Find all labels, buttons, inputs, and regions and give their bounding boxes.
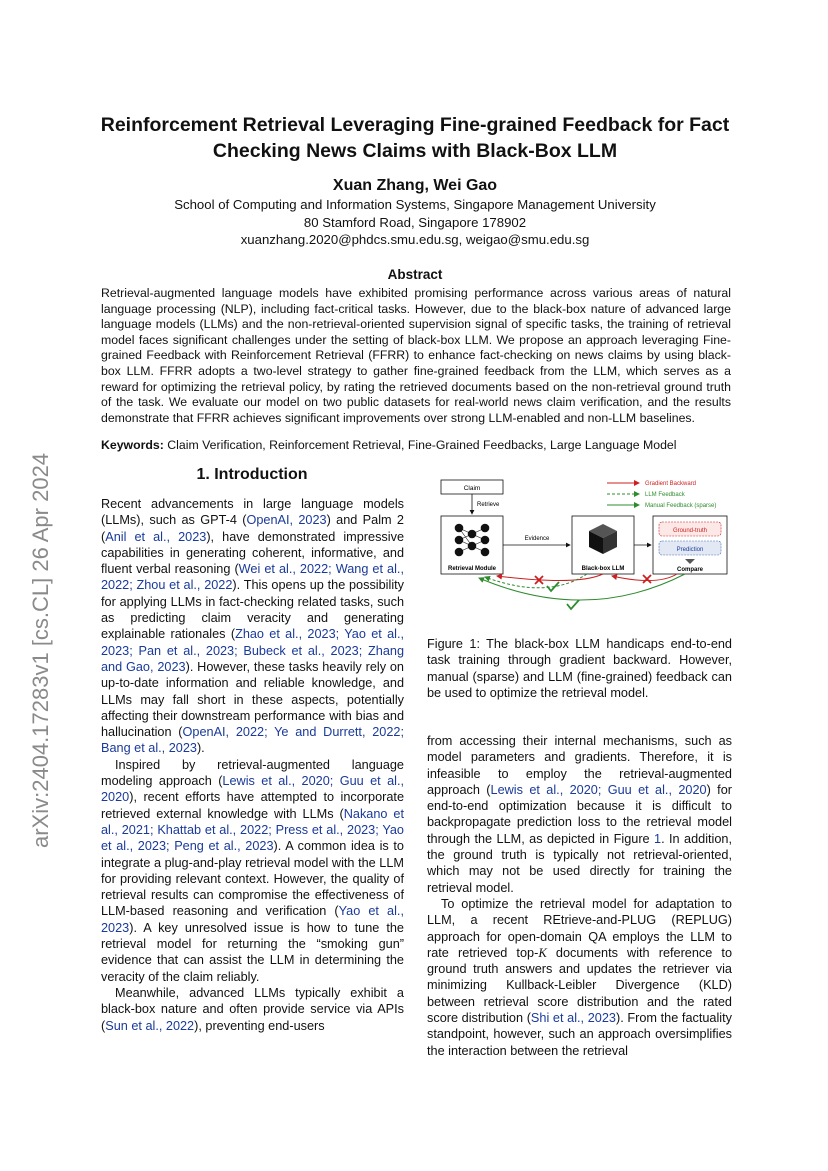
abstract-text: Retrieval-augmented language models have exhibited promising performance across various areas of natural language processing (NLP), including fact-critical tasks. However, due to the black-box nature of advanced large language models (LLMs) and the non-retrieval-oriented supervision signal of specific tasks, the training of retrieval model faces significant challenges under the setting of black-box LLM. We propose an approach leveraging Fine-grained Feedback with Reinforcement Retrieval (FFRR) to enhance fact-checking on news claims by using black-box LLM. FFRR adopts a two-level strategy to gather fine-grained feedback from the LLM, which serves as a reward for optimizing the retrieval policy, by rating the retrieved documents based on the non-retrieval ground truth of the task. We evaluate our model on two public datasets for real-world news claim verification, and the results demonstrate that FFRR achieves significant improvements over strong LLM-enabled and non-LLM baselines. bbox=[101, 286, 731, 425]
citation-link[interactable]: Yao et al., 2023 bbox=[101, 904, 404, 935]
arxiv-side-label bbox=[18, 360, 58, 860]
text-run: ). However, these tasks heavily rely on up-to-date information and reliable knowledge, and LLMs may fall short in these aspects, potentially affecting their downstream performance with bias and hallucination ( bbox=[101, 659, 404, 740]
paragraph bbox=[427, 733, 732, 896]
citation-link[interactable]: Nakano et al., 2021; Khattab et al., 2022; Press et al., 2023; Yao et al., 2023; Peng et al., 2023 bbox=[101, 806, 404, 854]
citation-link[interactable]: Shi et al., 2023 bbox=[530, 1011, 616, 1026]
figure-1 bbox=[427, 474, 732, 614]
citation-link[interactable]: Lewis et al., 2020; Guu et al., 2020 bbox=[101, 774, 404, 805]
prediction-label: Prediction bbox=[676, 547, 704, 553]
text-run: ) and Palm 2 ( bbox=[101, 513, 404, 544]
paragraph bbox=[427, 896, 732, 1059]
blackbox-llm-label: Black-box LLM bbox=[581, 566, 625, 572]
figure-caption: Figure 1: The black-box LLM handicaps end-to-end task training through gradient backward. However, manual (sparse) and LLM (fine-grained) feedback can be used to optimize the retrieval model. bbox=[427, 637, 732, 700]
text-run: ). bbox=[196, 741, 205, 756]
citation-link[interactable]: Zhao et al., 2023; Yao et al., 2023; Pan et al., 2023; Bubeck et al., 2023; Zhang and Gao, 2023 bbox=[101, 627, 405, 674]
legend-gradient-backward: Gradient Backward bbox=[645, 481, 697, 487]
check-icon-2 bbox=[567, 600, 579, 609]
paragraph bbox=[101, 757, 404, 985]
text-run: To optimize the retrieval model for adaptation to LLM, a recent REtrieve-and-PLUG (REPLUG) approach for open-domain QA employs the LLM to rate retrieved top- bbox=[427, 896, 732, 960]
math-var: K bbox=[538, 945, 547, 960]
gradient-backward-arrow bbox=[497, 574, 603, 581]
right-column bbox=[427, 733, 732, 1059]
paragraph bbox=[101, 496, 404, 757]
text-run: from accessing their internal mechanisms, such as model parameters and gradients. Therefore, it is infeasible to employ the retrieval-augmented approach ( bbox=[427, 734, 732, 797]
text-run: ), preventing end-users bbox=[194, 1018, 325, 1033]
keywords bbox=[101, 438, 731, 452]
text-run: ), have demonstrated impressive capabilities in generating coherent, informative, and fluent verbal reasoning ( bbox=[101, 529, 404, 577]
ground-truth-label: Ground-truth bbox=[672, 528, 708, 534]
email-line: xuanzhang.2020@phdcs.smu.edu.sg, weigao@smu.edu.sg bbox=[240, 232, 590, 247]
text-run: Meanwhile, advanced LLMs typically exhibit a black-box nature and often provide service via APIs ( bbox=[101, 985, 404, 1033]
citation-link[interactable]: Anil et al., 2023 bbox=[105, 529, 207, 544]
citation-link[interactable]: Wei et al., 2022; Wang et al., 2022; Zhou et al., 2022 bbox=[101, 562, 404, 593]
retrieve-label: Retrieve bbox=[477, 502, 500, 508]
address-line: 80 Stamford Road, Singapore 178902 bbox=[303, 214, 527, 230]
text-run: ). A key unresolved issue is how to tune the retrieval model for returning the “smoking gun” evidence that can assist the LLM in determining the veracity of the claim reliably. bbox=[101, 920, 404, 984]
text-run: ). A common idea is to integrate a plug-and-play retrieval model with the LLM for providing relevant context. However, the quality of retrieval results can compromise the effectiveness of LLM-based reasoning and verification ( bbox=[101, 839, 404, 919]
text-run: ), recent efforts have attempted to incorporate retrieved external knowledge with LLMs ( bbox=[101, 790, 404, 821]
affiliation-line: School of Computing and Information Systems, Singapore Management University bbox=[174, 197, 656, 212]
authors: Xuan Zhang, Wei Gao bbox=[332, 177, 498, 194]
arxiv-id-text: arXiv:2404.17283v1 [cs.CL] 26 Apr 2024 bbox=[28, 452, 53, 848]
retrieval-module-label: Retrieval Module bbox=[447, 566, 497, 572]
text-run: Inspired by retrieval-augmented language modeling approach ( bbox=[101, 757, 404, 789]
text-run: . In addition, the ground truth is typically not retrieval-oriented, which may not be used directly for training the retrieval model. bbox=[427, 831, 732, 895]
text-run: ). From the factuality standpoint, however, such an approach oversimplifies the interaction between the retrieval bbox=[427, 1011, 732, 1058]
text-run: ) for end-to-end optimization because it is difficult to backpropagate prediction loss to the retrieval model through the LLM, as depicted in Figure bbox=[427, 782, 732, 846]
text-run: Recent advancements in large language models (LLMs), such as GPT-4 ( bbox=[101, 497, 404, 528]
text-run: ). This opens up the possibility for applying LLMs in fact-checking related tasks, such as predicting claim veracity and generating explainable rationales ( bbox=[101, 578, 405, 642]
citation-link[interactable]: 1 bbox=[654, 831, 662, 846]
legend-llm-feedback: LLM Feedback bbox=[645, 492, 685, 498]
legend-manual-feedback: Manual Feedback (sparse) bbox=[645, 503, 717, 509]
citation-link[interactable]: OpenAI, 2023 bbox=[246, 513, 327, 528]
keywords-label: Keywords: bbox=[101, 438, 164, 452]
citation-link[interactable]: OpenAI, 2022; Ye and Durrett, 2022; Bang et al., 2023 bbox=[101, 725, 404, 756]
citation-link[interactable]: Lewis et al., 2020; Guu et al., 2020 bbox=[490, 782, 707, 797]
paper-title: Reinforcement Retrieval Leveraging Fine-grained Feedback for Fact Checking News Claims with Black-Box LLM bbox=[100, 114, 730, 162]
text-run: documents with reference to ground truth answers and updates the retriever via minimizing Kullback-Leibler Divergence (KLD) between retrieval score distribution and the rated score distribution ( bbox=[427, 945, 733, 1026]
affiliation bbox=[70, 196, 760, 249]
section-title: 1. Introduction bbox=[196, 466, 308, 483]
paragraph bbox=[101, 985, 404, 1034]
claim-label: Claim bbox=[463, 485, 481, 492]
abstract-heading: Abstract bbox=[387, 267, 443, 282]
compare-label: Compare bbox=[676, 567, 704, 573]
keywords-text: Claim Verification, Reinforcement Retrieval, Fine-Grained Feedbacks, Large Language Model bbox=[163, 438, 677, 452]
citation-link[interactable]: Sun et al., 2022 bbox=[105, 1018, 195, 1033]
left-column bbox=[101, 496, 404, 1034]
evidence-label: Evidence bbox=[524, 536, 550, 542]
